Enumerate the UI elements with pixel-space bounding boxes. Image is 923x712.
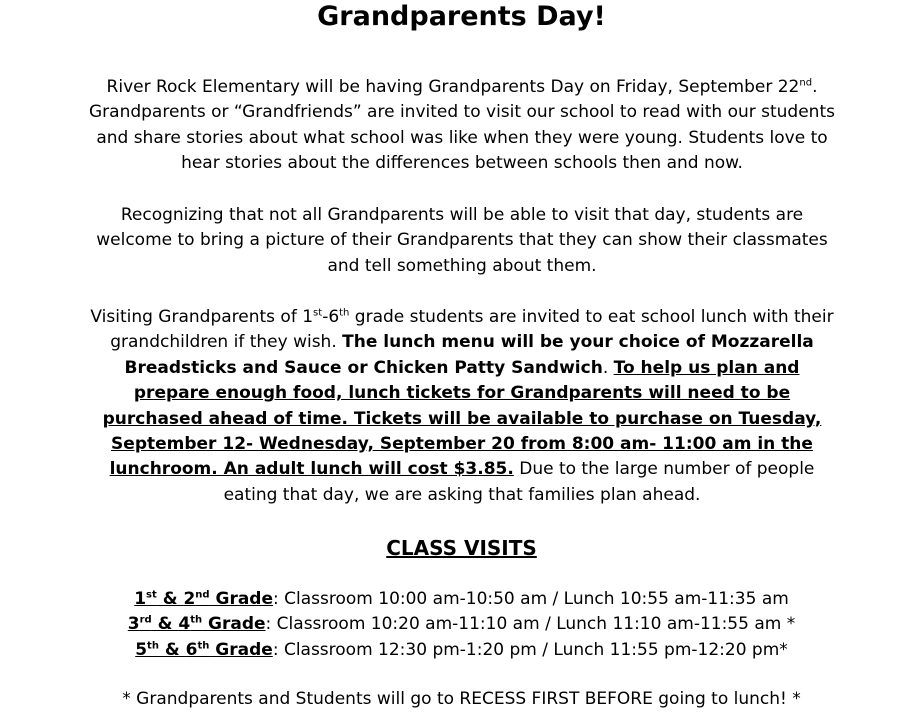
schedule-row: [0, 612, 923, 637]
lunch-sup-a: st: [313, 307, 323, 319]
lunch-paragraph: [84, 305, 840, 508]
grade-label: 5th & 6th Grade: [135, 639, 273, 660]
lunch-lead-b: -6: [322, 307, 340, 327]
schedule-row: [0, 587, 923, 612]
schedule-times: : Classroom 10:20 am-11:10 am / Lunch 11:10 am-11:55 am *: [265, 614, 796, 635]
lunch-lead-a: Visiting Grandparents of 1: [90, 307, 314, 327]
lunch-period: .: [602, 357, 614, 378]
intro-date-suffix: nd: [799, 77, 813, 89]
lunch-ticket-info: To help us plan and prepare enough food, lunch tickets for Grandparents will need to be purchased ahead of time. Tickets will be available to purchase on Tuesday, September 12- Wednesday, September 20 from 8:00 am- 11:00 am in the lunchroom. An adult lunch will cost $3.85.: [102, 357, 822, 480]
schedule-times: : Classroom 10:00 am-10:50 am / Lunch 10:55 am-11:35 am: [273, 589, 789, 609]
intro-text-rest: . Grandparents or “Grandfriends” are invited to visit our school to read with our students and share stories about what school was like when they were young. Students love to hear stories about the differences between schools then and now.: [89, 77, 835, 174]
lunch-closing: Due to the large number of people eating that day, we are asking that families plan ahead.: [223, 459, 815, 505]
schedule-times: : Classroom 12:30 pm-1:20 pm / Lunch 11:55 pm-12:20 pm*: [272, 639, 788, 660]
page-title: Grandparents Day!: [317, 1, 606, 32]
lunch-lead-c: grade students are invited to eat school lunch with their grandchildren if they wish.: [110, 307, 834, 353]
intro-text-start: River Rock Elementary will be having Grandparents Day on Friday, September 22: [106, 77, 800, 97]
lunch-menu-text: The lunch menu will be your choice of Mozzarella Breadsticks and Sauce or Chicken Patty Sandwich: [124, 332, 814, 378]
lunch-sup-b: th: [339, 307, 350, 319]
grade-label: 3rd & 4th Grade: [127, 614, 266, 635]
intro-paragraph: [84, 75, 840, 177]
schedule-row: [0, 638, 923, 663]
class-visits-schedule: [0, 587, 923, 663]
class-visits-heading: CLASS VISITS: [386, 536, 537, 560]
picture-paragraph: Recognizing that not all Grandparents will be able to visit that day, students are welcome to bring a picture of their Grandparents that they can show their classmates and tell something about them.: [96, 205, 828, 276]
recess-footnote: * Grandparents and Students will go to RECESS FIRST BEFORE going to lunch! *: [122, 689, 801, 709]
grade-label: 1st & 2nd Grade: [134, 589, 274, 609]
